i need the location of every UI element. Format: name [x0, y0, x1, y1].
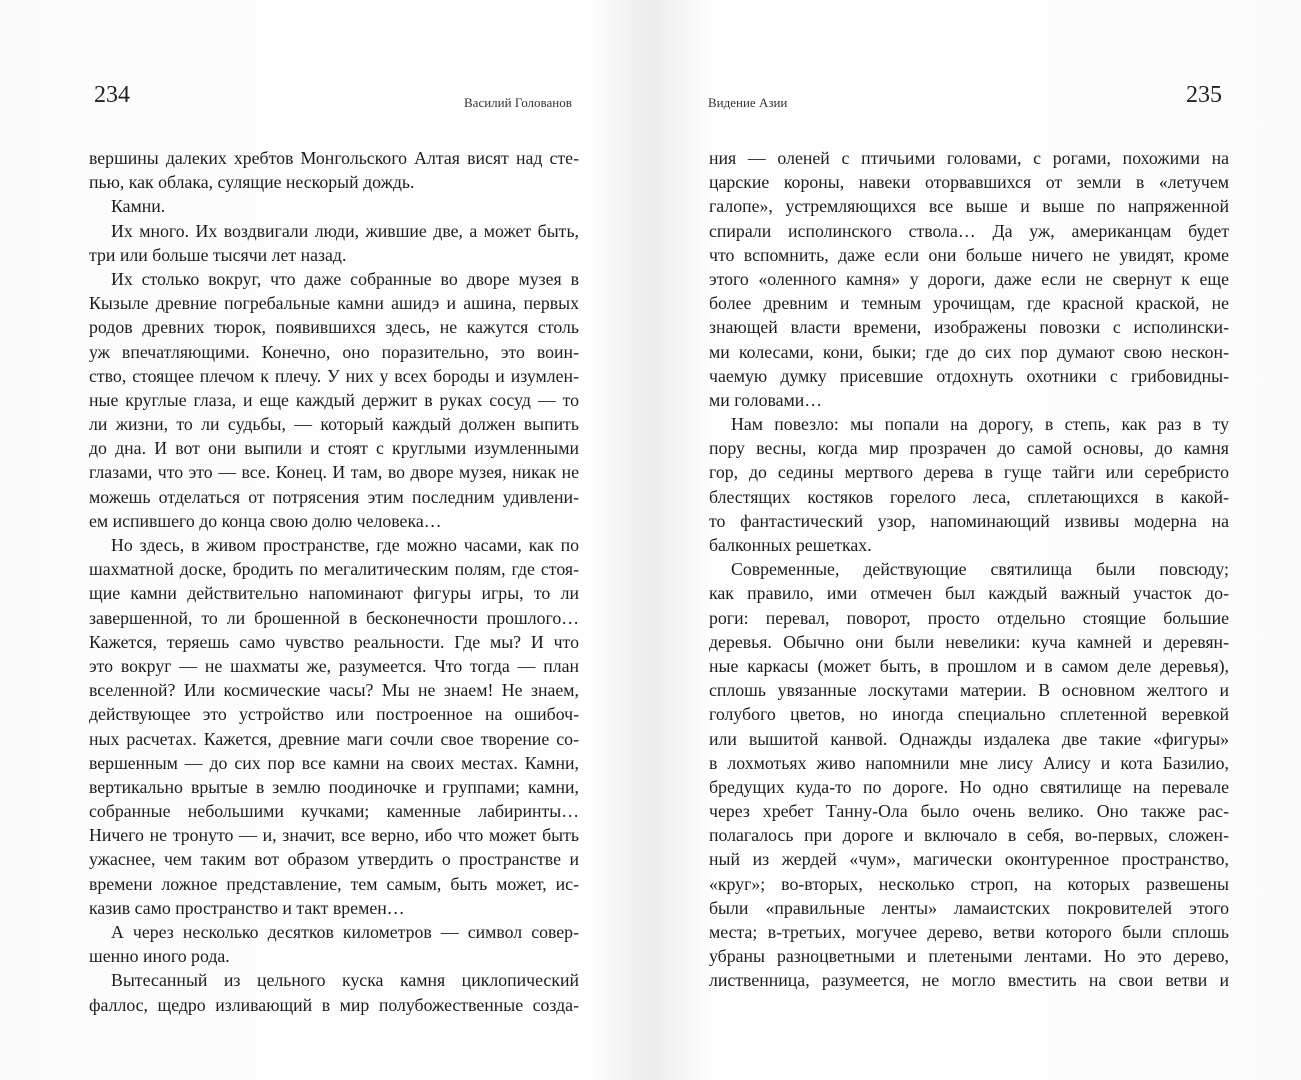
text-line: Но здесь, в живом пространстве, где можно часами, как по	[111, 535, 579, 555]
text-line: вселенной? Или космические часы? Мы не знаем! Не знаем,	[89, 680, 579, 701]
text-line: шахматной доске, бродить по мегалитическим полям, где стоя-	[89, 559, 579, 580]
text-line: были «правильные ленты» ламаистских покровителей этого	[709, 897, 1229, 918]
text-line: вершенным — до сих пор все камни на своих местах. Камни,	[89, 752, 579, 773]
text-line: до дна. И вот они выпили и стоят с круглыми изумленными	[89, 438, 579, 459]
text-line: казив само пространство и такт времен…	[89, 897, 405, 918]
text-line: пору весны, когда мир прозрачен до самой основы, до камня	[709, 438, 1229, 459]
text-line: три или больше тысячи лет назад.	[89, 244, 347, 265]
text-line: фаллос, щедро изливающий в мир полубожественные созда-	[89, 994, 579, 1015]
text-line: ли жизни, то ли судьбы, — который каждый должен выпить	[89, 414, 579, 435]
text-line: глазами, что это — все. Конец. И там, во дворе музея, никак не	[89, 462, 579, 483]
text-line: гор, до седины мертвого дерева в гуще тайги или серебристо	[709, 462, 1229, 483]
text-line: Камни.	[111, 196, 166, 217]
body-text	[709, 146, 1229, 993]
text-line: что вспомнить, даже если они больше ничего не увидят, кроме	[709, 244, 1229, 265]
text-line: шенно иного рода.	[89, 946, 230, 967]
text-line: убраны разноцветными и плетеными лентами. Но это дерево,	[709, 946, 1229, 967]
text-line: как правило, ими отмечен был каждый важный участок до-	[709, 583, 1229, 604]
page-number: 235	[1186, 82, 1222, 108]
text-line: Их столько вокруг, что даже собранные во дворе музея в	[111, 268, 579, 289]
text-line: ми колесами, кони, быки; где до сих пор думают свою нескон-	[709, 341, 1229, 362]
text-line: лиственница, разумеется, не могло вместить на свои ветви и	[709, 970, 1229, 991]
text-line: голубого цветов, но иногда специально сплетенной веревкой	[709, 704, 1229, 725]
text-line: этого «оленного камня» у дороги, даже если не свернут к еще	[709, 268, 1229, 289]
body-text	[89, 146, 579, 1017]
text-line: балконных решетках.	[709, 535, 872, 555]
text-line: «круг»; во-вторых, несколько строп, на которых развешены	[709, 873, 1229, 894]
text-line: Кызыле древние погребальные камни ашидэ и ашина, первых	[89, 293, 579, 314]
text-line: вертикально врытые в землю поодиночке и группами; камни,	[89, 776, 579, 797]
text-line: можешь отделаться от потрясения этим последним удивлени-	[89, 486, 579, 507]
text-line: времени ложное представление, тем самым, быть может, ис-	[89, 873, 579, 894]
text-line: собранные небольшими кучками; каменные лабиринты…	[89, 801, 579, 822]
text-line: деревья. Обычно они были невелики: куча камней и деревян-	[709, 631, 1229, 652]
text-line: ные каркасы (может быть, в прошлом и в самом деле деревья),	[709, 655, 1229, 676]
text-line: ных расчетах. Кажется, древние маги сочли свое творение со-	[89, 728, 579, 749]
running-head-author: Василий Голованов	[464, 95, 572, 110]
text-line: ство, стоящее плечом к плечу. У них у всех бороды и изумлен-	[89, 365, 579, 386]
text-line: щие камни действительно напоминают фигуры игры, то ли	[89, 583, 579, 604]
text-line: ужаснее, чем таким вот образом утвердить о пространстве и	[89, 849, 579, 870]
text-line: то фантастический узор, напоминающий извивы модерна на	[709, 510, 1229, 531]
text-line: полагалось при дороге и включало в себя, во-первых, сложен-	[709, 825, 1229, 846]
text-line: или вышитой канвой. Однажды издалека две такие «фигуры»	[709, 728, 1229, 749]
text-line: Вытесанный из цельного куска камня циклопический	[111, 970, 579, 991]
text-line: Нам повезло: мы попали на дорогу, в степь, как раз в ту	[731, 414, 1229, 435]
running-head-title: Видение Азии	[708, 95, 788, 110]
text-line: ем испившего до конца свою долю человека…	[89, 510, 442, 531]
text-line: пью, как облака, сулящие нескорый дождь.	[89, 172, 415, 193]
text-line: места; в-третьих, могучее дерево, ветви которого были сплошь	[709, 922, 1229, 942]
text-line: роги: перевал, поворот, просто отдельно стоящие большие	[709, 607, 1229, 628]
text-line: вершины далеких хребтов Монгольского Алтая висят над сте-	[89, 148, 579, 168]
text-line: родов древних тюрок, появившихся здесь, не кажутся столь	[89, 317, 579, 338]
text-line: ми головами…	[709, 389, 823, 410]
text-line: спирали исполинского ствола… Да уж, американцам будет	[709, 220, 1229, 241]
text-line: ные круглые глаза, и еще каждый держит в руках сосуд — то	[89, 389, 579, 410]
text-line: в лохмотьях живо напомнили мне лису Алису и кота Базилио,	[709, 752, 1229, 773]
text-line: Современные, действующие святилища были повсюду;	[731, 559, 1229, 580]
text-line: Их много. Их воздвигали люди, жившие две, а может быть,	[111, 220, 579, 241]
text-line: царские короны, навеки оторвавшихся от земли в «летучем	[709, 172, 1229, 193]
text-line: галопе», устремляющихся все выше и выше по напряженной	[709, 196, 1229, 217]
right-page	[650, 0, 1301, 1080]
text-line: более древним и темным урочищам, где красной краской, не	[709, 293, 1229, 314]
text-line: бредущих куда-то по дороге. Но одно святилище на перевале	[709, 776, 1229, 797]
text-line: блестящих костяков горелого леса, сплетающихся в какой-	[709, 486, 1229, 507]
text-line: Ничего не тронуто — и, значит, все верно, ибо что может быть	[89, 825, 579, 846]
page-number: 234	[94, 82, 130, 108]
text-line: сплошь увязанные лоскутами материи. В основном желтого и	[709, 680, 1229, 701]
text-line: ный из жердей «чум», магически оконтуренное пространство,	[709, 849, 1229, 870]
text-line: чаемую думку присевшие отдохнуть охотники с грибовидны-	[709, 365, 1229, 386]
left-page	[0, 0, 650, 1080]
text-line: завершенной, то ли брошенной в бесконечности прошлого…	[89, 607, 579, 628]
text-line: уж впечатляющими. Конечно, оно поразительно, это воин-	[89, 341, 579, 362]
text-line: это вокруг — не шахматы же, разумеется. Что тогда — план	[89, 655, 579, 676]
text-line: действующее это устройство или построенное на ошибоч-	[89, 704, 579, 725]
text-line: ния — оленей с птичьими головами, с рогами, похожими на	[709, 148, 1229, 168]
text-line: А через несколько десятков километров — символ совер-	[111, 922, 579, 942]
text-line: знающей власти времени, изображены повозки с исполински-	[709, 317, 1229, 338]
text-line: Кажется, теряешь само чувство реальности. Где мы? И что	[89, 631, 579, 652]
text-line: через хребет Танну-Ола было очень велико. Оно также рас-	[709, 801, 1229, 822]
